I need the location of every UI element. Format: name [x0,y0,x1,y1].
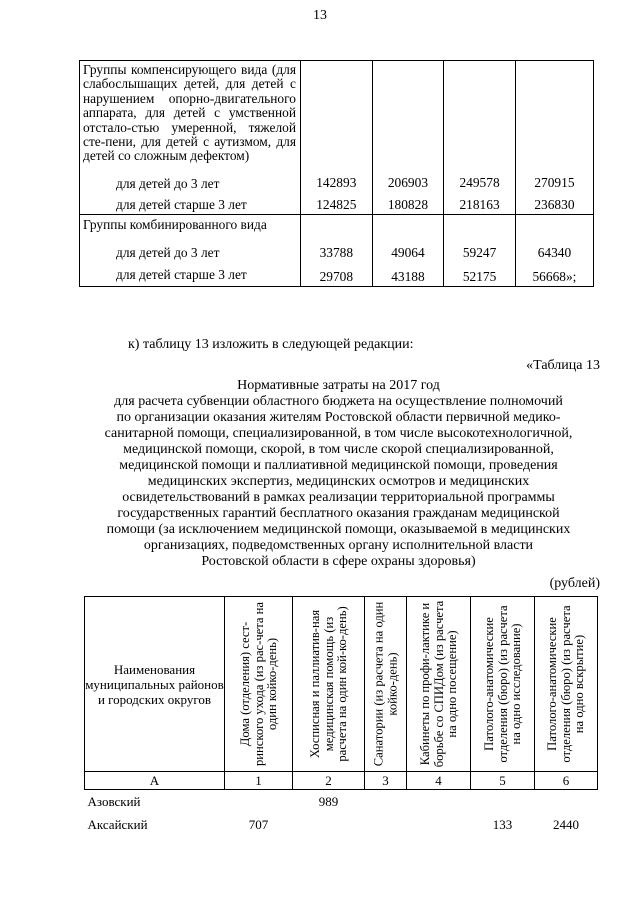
index-cell: 6 [535,772,598,790]
index-cell: 3 [365,772,407,790]
cell: 64340 [515,240,593,262]
index-cell: А [85,772,225,790]
heading-line: Ростовской области в сфере охраны здоровья) [201,554,476,569]
units-label: (рублей) [549,576,600,591]
heading-line: помощи (за исключением медицинской помощи, оказываемой в медицинских [106,522,571,537]
header-column-3: Санатории (из расчета на один койко-день) [365,597,407,772]
cell: 49064 [372,240,444,262]
heading-line: медицинской помощи, скорой, в том числе скорой специализированной, [123,442,554,457]
cell [407,813,471,836]
district-name: Азовский [87,793,141,809]
cell: 43188 [372,262,444,287]
cell: 707 [248,816,269,832]
heading-line: медицинской помощи и паллиативной медицинской помощи, проведения [119,458,558,473]
district-name: Аксайский [87,816,148,832]
header-column-6: Патолого-анатомические отделения (бюро) (из расчета на одно вскрытие) [535,597,598,772]
header-name-column: Наименования муниципальных районов и городских округов [85,597,225,772]
table-row [85,790,598,814]
header-column-5: Патолого-анатомические отделения (бюро) (из расчета на одно исследование) [471,597,535,772]
heading-line: освидетельствований в рамках реализации территориальной программы [122,490,555,505]
cell: 29708 [301,262,373,287]
header-column-1: Дома (отделения) сест-ринского ухода (из рас-чета на один койко-день) [225,597,293,772]
cell [407,790,471,814]
table-row [85,813,598,836]
cell: 2440 [553,816,579,832]
row-label: для детей до 3 лет [80,240,301,262]
cell: 206903 [372,164,444,192]
table-label: «Таблица 13 [526,358,600,373]
cell: 270915 [515,164,593,192]
cell [365,813,407,836]
row-label: для детей старше 3 лет [80,192,301,215]
index-cell: 1 [225,772,293,790]
group-label: Группы комбинированного вида [80,214,301,240]
amendment-intro: к) таблицу 13 изложить в следующей редакции: [128,337,414,352]
header-column-4: Кабинеты по профи-лактике и борьбе со СПИДом (из расчета на одно посещение) [407,597,471,772]
cell: 989 [318,793,339,809]
heading-line: государственных гарантий бесплатного оказания гражданам медицинской [117,506,560,521]
cell: 52175 [444,262,516,287]
cell: 56668»; [515,262,593,287]
heading-line: медицинских экспертиз, медицинских осмотров и медицинских [147,474,530,489]
cell [293,813,365,836]
cell [535,790,598,814]
cell: 133 [492,816,513,832]
heading-line: по организации оказания жителям Ростовской области первичной медико- [116,410,561,425]
cell [225,790,293,814]
heading-line: Нормативные затраты на 2017 год [237,378,440,393]
index-cell: 2 [293,772,365,790]
group-label: Группы компенсирующего вида (для слабослышащих детей, для детей с нарушением опорно-двигательного аппарата, для детей с умственной отстало-стью умеренной, тяжелой сте-пени, для детей с аутизмом, для детей со сложным дефектом) [80,61,301,164]
cell: 33788 [301,240,373,262]
table-heading [82,378,595,570]
cell: 249578 [444,164,516,192]
cell: 59247 [444,240,516,262]
cell: 236830 [515,192,593,215]
cell: 124825 [301,192,373,215]
page-number: 13 [313,8,327,23]
index-cell: 4 [407,772,471,790]
norms-table [84,596,598,836]
heading-line: организациях, подведомственных органу исполнительной власти [143,538,534,553]
heading-line: для расчета субвенции областного бюджета на осуществление полномочий [114,394,563,409]
row-label: для детей до 3 лет [80,164,301,192]
heading-line: санитарной помощи, специализированной, в том числе высокотехнологичной, [104,426,573,441]
cell: 180828 [372,192,444,215]
continued-table [79,60,594,287]
cell [471,790,535,814]
cell: 142893 [301,164,373,192]
header-column-2: Хосписная и паллиатив-ная медицинская помощь (из расчета на один кой-ко-день) [293,597,365,772]
cell: 218163 [444,192,516,215]
index-cell: 5 [471,772,535,790]
cell [365,790,407,814]
row-label: для детей старше 3 лет [80,262,301,287]
